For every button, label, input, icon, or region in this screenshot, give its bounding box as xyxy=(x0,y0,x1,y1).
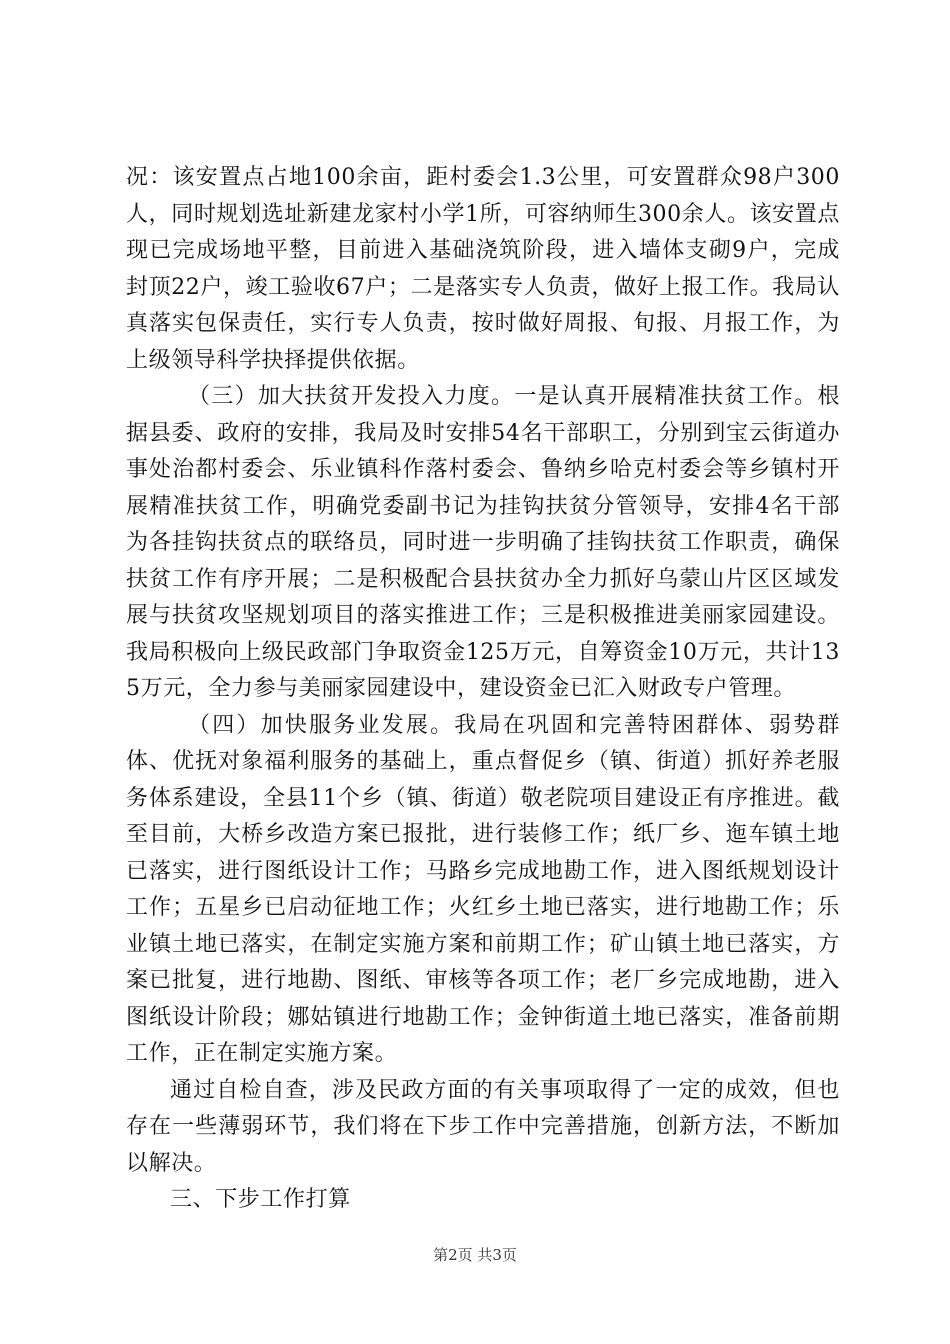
page-number-footer: 第2页 共3页 xyxy=(433,1246,517,1264)
paragraph-resettlement-continued: 况：该安置点占地100余亩，距村委会1.3公里，可安置群众98户300人，同时规划选址新建龙家村小学1所，可容纳师生300余人。该安置点现已完成场地平整，目前进入基础浇筑阶段，进入墙体支砌9户，完成封顶22户，竣工验收67户；二是落实专人负责，做好上报工作。我局认真落实包保责任，实行专人负责，按时做好周报、旬报、月报工作，为上级领导科学抉择提供依据。 xyxy=(126,165,840,373)
paragraph-service-industry: （四）加快服务业发展。我局在巩固和完善特困群体、弱势群体、优抚对象福利服务的基础上，重点督促乡（镇、街道）抓好养老服务体系建设，全县11个乡（镇、街道）敬老院项目建设正有序推进。截至目前，大桥乡改造方案已报批，进行装修工作；纸厂乡、迤车镇土地已落实，进行图纸设计工作；马路乡完成地勘工作，进入图纸规划设计工作；五星乡已启动征地工作；火红乡土地已落实，进行地勘工作；乐业镇土地已落实，在制定实施方案和前期工作；矿山镇土地已落实，方案已批复，进行地勘、图纸、审核等各项工作；老厂乡完成地勘，进入图纸设计阶段；娜姑镇进行地勘工作；金钟街道土地已落实，准备前期工作，正在制定实施方案。 xyxy=(126,712,840,1066)
section-heading-next-steps: 三、下步工作打算 xyxy=(170,1187,351,1212)
paragraph-poverty-alleviation: （三）加大扶贫开发投入力度。一是认真开展精准扶贫工作。根据县委、政府的安排，我局及时安排54名干部职工，分别到宝云街道办事处治都村委会、乐业镇科作落村委会、鲁纳乡哈克村委会等乡镇村开展精准扶贫工作，明确党委副书记为挂钩扶贫分管领导，安排4名干部为各挂钩扶贫点的联络员，同时进一步明确了挂钩扶贫工作职责，确保扶贫工作有序开展；二是积极配合县扶贫办全力抓好乌蒙山片区区域发展与扶贫攻坚规划项目的落实推进工作；三是积极推进美丽家园建设。我局积极向上级民政部门争取资金125万元，自筹资金10万元，共计135万元，全力参与美丽家园建设中，建设资金已汇入财政专户管理。 xyxy=(126,384,840,701)
paragraph-self-inspection-summary: 通过自检自查，涉及民政方面的有关事项取得了一定的成效，但也存在一些薄弱环节，我们将在下步工作中完善措施，创新方法，不断加以解决。 xyxy=(126,1077,840,1176)
document-body xyxy=(126,160,840,1219)
